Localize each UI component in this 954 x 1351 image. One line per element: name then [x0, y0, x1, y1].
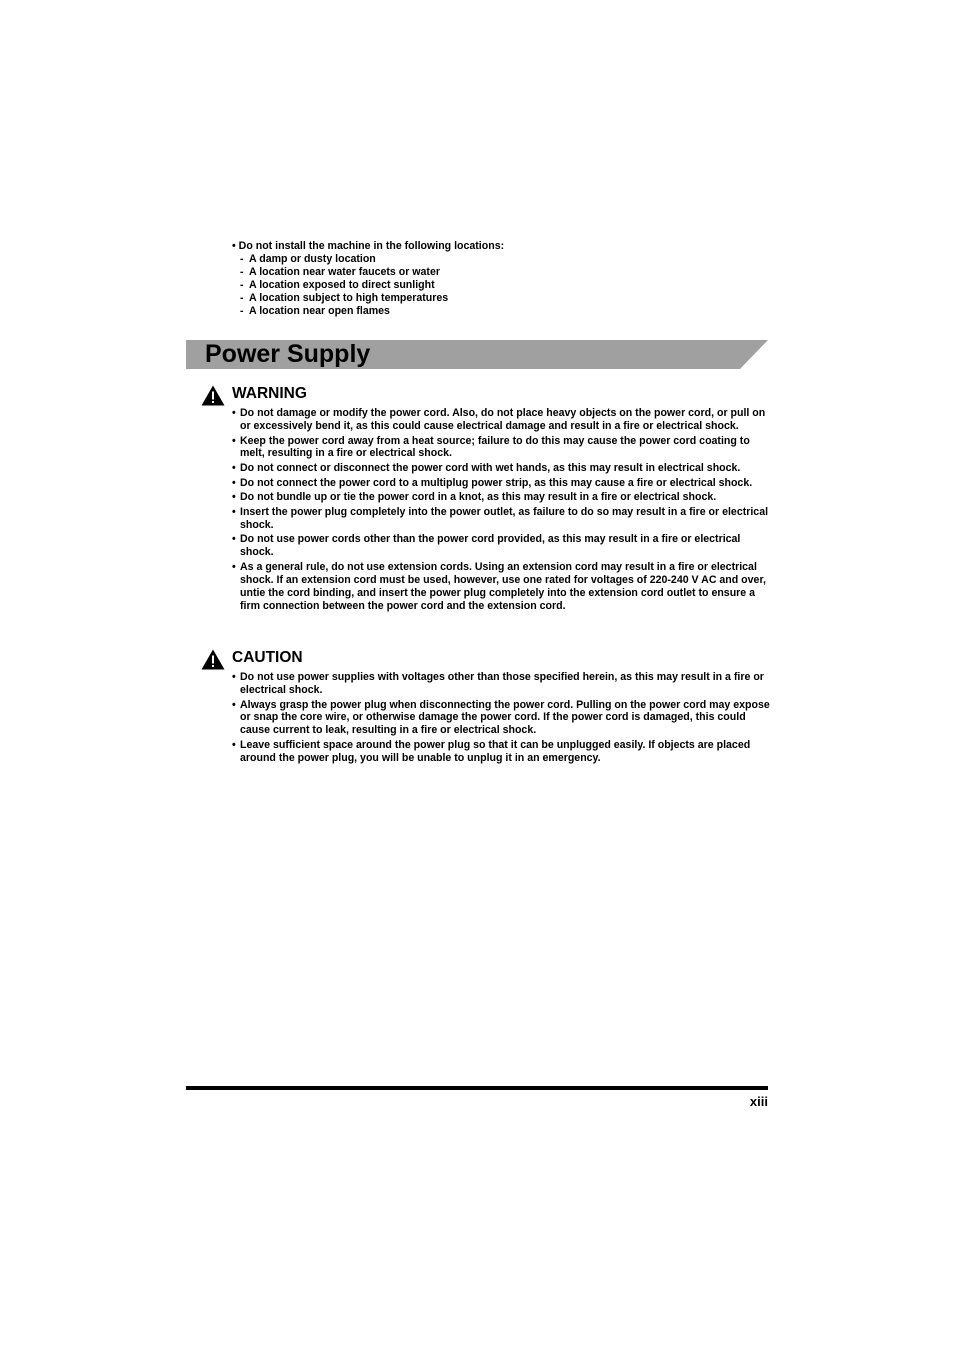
installation-locations — [232, 240, 772, 317]
caution-label: CAUTION — [232, 649, 303, 666]
page-number: xiii — [749, 1094, 768, 1109]
warning-list — [232, 407, 772, 614]
location-item: - A location near water faucets or water — [240, 265, 440, 278]
list-item: • Do not connect or disconnect the power cord with wet hands, as this may result in electrical shock. — [232, 462, 741, 474]
location-item: - A location exposed to direct sunlight — [240, 278, 435, 291]
caution-triangle-icon — [201, 649, 225, 670]
location-item: - A damp or dusty location — [240, 252, 376, 265]
warning-triangle-icon — [201, 385, 225, 406]
section-title: Power Supply — [205, 340, 371, 368]
list-item: • Always grasp the power plug when disconnecting the power cord. Pulling on the power cord may expose or snap the core wire, or otherwise damage the power cord. If the power cord is damaged, this could cause current to leak, resulting in a fire or electrical shock. — [232, 698, 770, 737]
list-item: • Keep the power cord away from a heat source; failure to do this may cause the power cord coating to melt, resulting in a fire or electrical shock. — [232, 434, 750, 460]
warning-label: WARNING — [232, 385, 307, 402]
location-item: - A location near open flames — [240, 304, 390, 317]
list-item: • Insert the power plug completely into the power outlet, as failure to do so may result in a fire or electrical shock. — [232, 505, 769, 531]
list-item: • Do not damage or modify the power cord. Also, do not place heavy objects on the power cord, or pull on or excessively bend it, as this could cause electrical damage and result in a fire or electrical shock. — [232, 407, 766, 432]
footer-rule — [186, 1086, 768, 1090]
list-item: • Leave sufficient space around the power plug so that it can be unplugged easily. If objects are placed around the power plug, you will be unable to unplug it in an emergency. — [232, 738, 751, 764]
list-item: • Do not bundle up or tie the power cord in a knot, as this may result in a fire or electrical shock. — [232, 491, 717, 504]
location-item: - A location subject to high temperatures — [240, 291, 449, 304]
list-item: • Do not use power supplies with voltages other than those specified herein, as this may result in a fire or electrical shock. — [232, 671, 764, 696]
list-item: • Do not use power cords other than the power cord provided, as this may result in a fire or electrical shock. — [232, 533, 741, 559]
installation-lead: • Do not install the machine in the following locations: — [232, 240, 505, 252]
caution-list — [232, 671, 772, 766]
section-banner — [186, 340, 768, 369]
list-item: • As a general rule, do not use extension cords. Using an extension cord may result in a fire or electrical shock. If an extension cord must be used, however, use one rated for voltages of 220-240 V AC and over, untie the cord binding, and insert the power plug completely into the extension cord outlet to ensure a firm connection between the power cord and the extension cord. — [232, 560, 766, 612]
list-item: • Do not connect the power cord to a multiplug power strip, as this may cause a fire or electrical shock. — [232, 476, 753, 489]
